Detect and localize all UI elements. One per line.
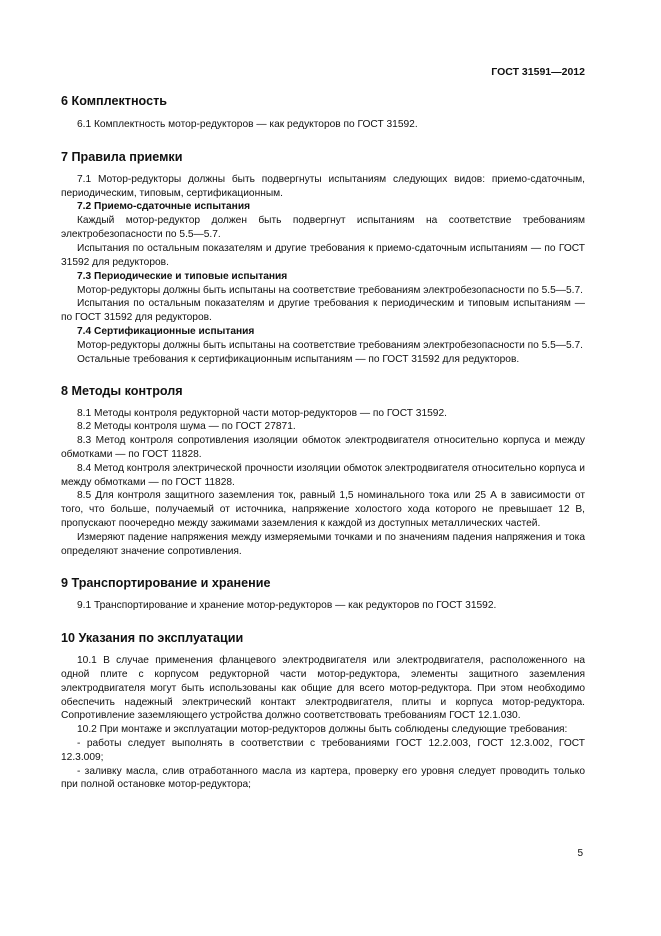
paragraph-8-5-b: Измеряют падение напряжения между измеряемыми точками и по значениям падения напряжения и тока определяют значение сопротивления. <box>61 531 585 557</box>
paragraph-7-3-a: Мотор-редукторы должны быть испытаны на соответствие требованиям электробезопасности по 5.5—5.7. <box>77 284 583 296</box>
list-item-10-2-b: - заливку масла, слив отработанного масла из картера, проверку его уровня следует проводить только при полной остановке мотор-редуктора; <box>61 765 585 791</box>
paragraph-10-1: 10.1 В случае применения фланцевого электродвигателя или электродвигателя, расположенного на одной плите с корпусом редукторной части мотор-редуктора, элементы защитного заземления электродвигателя могут быть использованы как общие для всего мотор-редуктора. При этом необходимо обеспечить надежный электрический контакт электродвигателя, плиты и корпуса мотор-редуктора. Сопротивление заземляющего устройства должно соответствовать требованиям ГОСТ 12.1.030. <box>61 655 585 722</box>
paragraph-8-3: 8.3 Метод контроля сопротивления изоляции обмоток электродвигателя относительно корпуса и между обмотками — по ГОСТ 11828. <box>61 435 585 460</box>
paragraph-7-2-a: Каждый мотор-редуктор должен быть подвергнут испытаниям на соответствие требованиям электробезопасности по 5.5—5.7. <box>61 215 585 241</box>
paragraph-9-1: 9.1 Транспортирование и хранение мотор-редукторов — как редукторов по ГОСТ 31592. <box>77 600 497 612</box>
paragraph-6-1: 6.1 Комплектность мотор-редукторов — как редукторов по ГОСТ 31592. <box>77 119 418 130</box>
page-number: 5 <box>577 848 583 859</box>
subsection-7-4-title: 7.4 Сертификационные испытания <box>77 325 255 337</box>
subsection-7-2-title: 7.2 Приемо-сдаточные испытания <box>77 201 251 213</box>
list-item-10-2-a: - работы следует выполнять в соответствии с требованиями ГОСТ 12.2.003, ГОСТ 12.3.002, ГОСТ 12.3.009; <box>61 737 585 763</box>
page-content <box>61 93 585 792</box>
paragraph-7-4-b: Остальные требования к сертификационным испытаниям — по ГОСТ 31592 для редукторов. <box>77 353 520 365</box>
section-9-title: 9 Транспортирование и хранение <box>61 576 271 591</box>
document-header: ГОСТ 31591—2012 <box>491 66 585 78</box>
section-6-title: 6 Комплектность <box>61 94 167 108</box>
paragraph-7-1: 7.1 Мотор-редукторы должны быть подвергнуты испытаниям следующих видов: приемо-сдаточным, периодическим, типовым, сертификационным. <box>61 173 585 199</box>
paragraph-7-4-a: Мотор-редукторы должны быть испытаны на соответствие требованиям электробезопасности по 5.5—5.7. <box>77 339 583 351</box>
section-8-title: 8 Методы контроля <box>61 383 183 398</box>
section-7-title: 7 Правила приемки <box>61 149 183 164</box>
paragraph-7-3-b: Испытания по остальным показателям и другие требования к периодическим и типовым испытаниям — по ГОСТ 31592 для редукторов. <box>61 298 585 324</box>
paragraph-7-2-b: Испытания по остальным показателям и другие требования к приемо-сдаточным испытаниям — по ГОСТ 31592 для редукторов. <box>61 242 585 268</box>
paragraph-8-2: 8.2 Методы контроля шума — по ГОСТ 27871. <box>77 421 296 433</box>
paragraph-8-1: 8.1 Методы контроля редукторной части мотор-редукторов — по ГОСТ 31592. <box>77 407 447 419</box>
paragraph-8-5: 8.5 Для контроля защитного заземления ток, равный 1,5 номинального тока или 25 А в зависимости от того, что больше, получаемый от источника, напряжение холостого хода которого не превышает 12 В, пропускают поочередно между зажимами заземления к каждой из доступных металлических частей. <box>61 490 585 529</box>
subsection-7-3-title: 7.3 Периодические и типовые испытания <box>77 270 288 282</box>
paragraph-10-2: 10.2 При монтаже и эксплуатации мотор-редукторов должны быть соблюдены следующие требования: <box>77 724 568 736</box>
paragraph-8-4: 8.4 Метод контроля электрической прочности изоляции обмоток электродвигателя относительно корпуса и между обмотками — по ГОСТ 11828. <box>61 462 585 488</box>
section-10-title: 10 Указания по эксплуатации <box>61 631 244 646</box>
